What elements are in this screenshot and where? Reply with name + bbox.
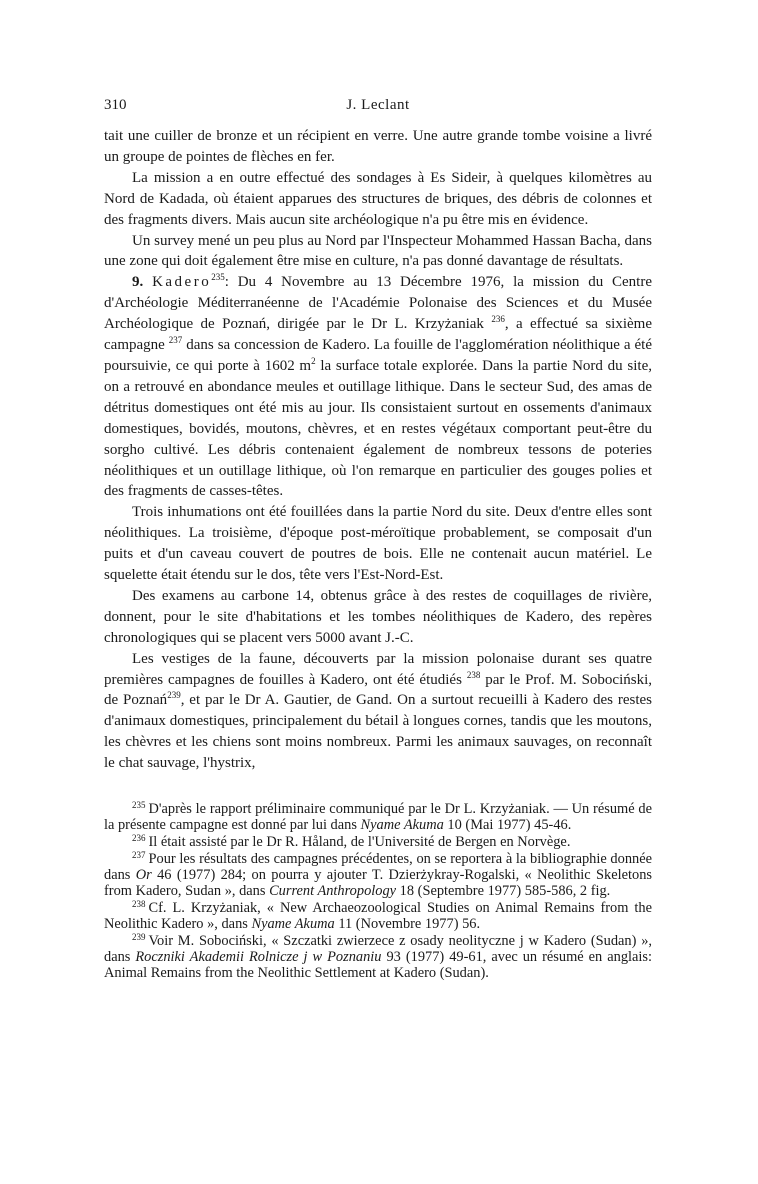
- text-run: 10 (Mai 1977) 45-46.: [443, 817, 572, 834]
- page-header: [104, 97, 652, 117]
- footnote-ref: 236: [491, 314, 505, 325]
- footnote-number: 238: [132, 898, 146, 909]
- paragraph: Des examens au carbone 14, obtenus grâce à des restes de coquillages de rivière, donnent, pour le site d'habitations et les tombes néolithiques de Kadero, des repères chronologiques qui se placent vers 5000 avant J.-C.: [104, 587, 652, 646]
- footnote-number: 239: [132, 931, 146, 942]
- text-run: D'après le rapport préliminaire communiqué par le Dr L. Krzyżaniak. — Un résumé de la présente campagne est donné par lui dans: [104, 801, 652, 834]
- paragraph: Trois inhumations ont été fouillées dans la partie Nord du site. Deux d'entre elles sont néolithiques. La troisième, d'époque post-méroïtique probablement, se composait d'un puits et d'un caveau couvert de poutres de bois. Elle ne contenait aucun matériel. Le squelette était étendu sur le dos, tête vers l'Est-Nord-Est.: [104, 504, 652, 584]
- text-run: Voir M. Sobociński, « Szczatki zwierzece z osady neolityczne j w Kadero (Sudan) », dans: [104, 932, 652, 965]
- paragraph: Un survey mené un peu plus au Nord par l'Inspecteur Mohammed Hassan Bacha, dans une zone qui doit également être mise en culture, n'a pas donné davantage de résultats.: [104, 232, 652, 270]
- text-run: , a effectué sa sixième campagne: [104, 316, 652, 354]
- page-number: 310: [104, 97, 127, 113]
- footnote-ref: 237: [168, 335, 183, 346]
- footnote: [104, 834, 652, 850]
- text-run: 93 (1977) 49-61, avec un résumé en anglais: Animal Remains from the Neolithic Settlement at Kadero (Sudan).: [104, 948, 652, 982]
- superscript: 2: [311, 355, 316, 366]
- section-heading: Kadero: [152, 274, 212, 291]
- footnote: [104, 851, 652, 900]
- footnote-ref: 235: [211, 272, 225, 283]
- footnote-number: 235: [132, 800, 146, 810]
- text-run: 18 (Septembre 1977) 585-586, 2 fig.: [396, 883, 611, 900]
- footnote-number: 236: [132, 832, 146, 843]
- italic-title: Or: [135, 866, 152, 883]
- text-run: : Du 4 Novembre au 13 Décembre 1976, la mission du Centre d'Archéologie Méditerranéenne de l'Académie Polonaise des Sciences et du Musée Archéologique de Poznań, dirigée par le Dr L. Krzyżaniak: [104, 274, 652, 333]
- footnote-number: 237: [132, 849, 146, 860]
- main-text: [104, 126, 652, 774]
- text-run: Cf. L. Krzyżaniak, « New Archaeozoological Studies on Animal Remains from the Neolithic Kadero », dans: [104, 899, 652, 932]
- text-run: , et par le Dr A. Gautier, de Gand. On a surtout recueilli à Kadero des restes d'animaux domestiques, principalement du bétail à longues cornes, tandis que les moutons, les chèvres et les chiens sont moins nombreux. Parmi les animaux sauvages, on reconnaît le chat sauvage, l'hystrix,: [104, 692, 652, 772]
- text-run: 46 (1977) 284; on pourra y ajouter T. Dzierżykray-Rogalski, « Neolithic Skeletons from Kadero, Sudan », dans: [104, 866, 652, 900]
- text-run: Il était assisté par le Dr R. Håland, de l'Université de Bergen en Norvège.: [148, 833, 571, 850]
- running-head: J. Leclant: [346, 97, 410, 113]
- text-run: 11 (Novembre 1977) 56.: [334, 915, 481, 932]
- footnotes: [104, 801, 652, 982]
- paragraph: La mission a en outre effectué des sondages à Es Sideir, à quelques kilomètres au Nord de Kadada, où étaient apparues des structures de briques, des débris de colonnes et des fragments divers. Mais aucun site archéologique n'a pu être mis en évidence.: [104, 169, 652, 228]
- section-paragraph-kadero: [104, 272, 652, 502]
- text-run: la surface totale explorée. Dans la partie Nord du site, on a retrouvé en abondance meules et outillage lithique. Dans le secteur Sud, des amas de détritus domestiques ont été mis au jour. Ils consistaient surtout en ossements d'animaux domestiques, bovidés, moutons, chèvres, et en restes végétaux comportant peut-être du sorgho cultivé. Les débris contenaient également de nombreux tessons de poteries néolithiques et un outillage lithique, où l'on remarque en particulier des gouges polies et des fragments de casses-têtes.: [104, 357, 652, 500]
- footnote: [104, 900, 652, 932]
- footnote-ref: 239: [167, 690, 181, 701]
- text-run: Les vestiges de la faune, découverts par la mission polonaise durant ses quatre premières campagnes de fouilles à Kadero, ont été étudiés: [104, 650, 652, 688]
- text-run: Pour les résultats des campagnes précédentes, on se reportera à la bibliographie donnée dans: [104, 850, 652, 883]
- text-run: par le Prof. M. Sobociński, de Poznań: [104, 671, 652, 709]
- italic-title: Roczniki Akademii Rolnicze j w Poznaniu: [135, 948, 382, 965]
- section-number: 9.: [132, 274, 144, 291]
- footnote: [104, 801, 652, 833]
- italic-title: Nyame Akuma: [360, 817, 444, 834]
- footnote: [104, 933, 652, 982]
- italic-title: Nyame Akuma: [251, 915, 335, 932]
- paragraph: tait une cuiller de bronze et un récipient en verre. Une autre grande tombe voisine a livré un groupe de pointes de flèches en fer.: [104, 128, 652, 165]
- paragraph: [104, 649, 652, 774]
- footnote-ref: 238: [466, 669, 481, 680]
- italic-title: Current Anthropology: [269, 883, 397, 900]
- text-run: dans sa concession de Kadero. La fouille de l'agglomération néolithique a été poursuivie, ce qui porte à 1602 m: [104, 337, 653, 374]
